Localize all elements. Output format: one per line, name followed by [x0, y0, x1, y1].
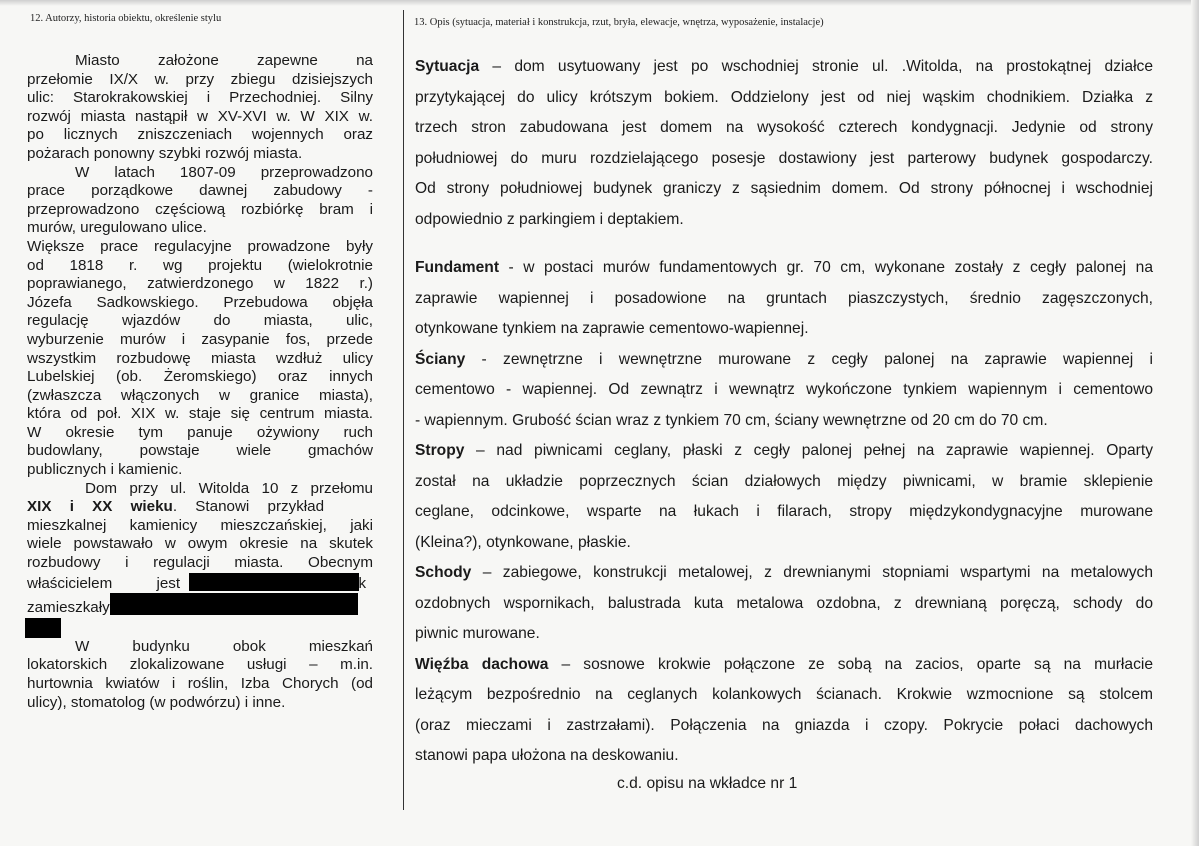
text-line: po licznych zniszczeniach wojennych oraz — [27, 126, 373, 144]
text-line: przełomie IX/X w. przy zbiegu dzisiejszych — [27, 70, 373, 88]
text-line: od 1818 r. wg projektu (wielokrotnie — [27, 256, 373, 274]
text-line: pożarach ponowny szybki rozwój miasta. — [27, 144, 303, 162]
text-line: W budynku obok mieszkań — [75, 637, 373, 655]
text-fragment: – nad piwnicami ceglany, płaski z cegły palonej pełnej na zaprawie wapiennej. Oparty — [464, 442, 1153, 459]
text-line: zaprawie wapiennej i posadowione na gruntach piaszczystych, średnio zagęszczonych, — [415, 289, 1153, 307]
text-line: hurtownia kwiatów i roślin, Izba Chorych (od — [27, 675, 373, 692]
text-fragment: - zewnętrzne i wewnętrzne murowane z cegły palonej na zaprawie wapiennej i — [465, 350, 1153, 368]
text-line: ulicy), stomatolog (w podwórzu) i inne. — [27, 693, 286, 711]
text-line: która od poł. XIX w. staje się centrum miasta. — [27, 405, 373, 423]
text-line: wiele powstawało w owym okresie na skutek — [27, 535, 373, 553]
text-line: Od strony południowej budynek graniczy z sąsiednim domem. Od strony północnej i wschodniej — [415, 180, 1153, 197]
text-line: publicznych i kamienic. — [27, 461, 183, 479]
text-line: stanowi papa ułożona na deskowaniu. — [415, 747, 679, 764]
text-fragment: – zabiegowe, konstrukcji metalowej, z drewnianymi stopniami wspartymi na metalowych — [471, 564, 1153, 581]
text-line: cementowo - wapiennej. Od zewnątrz i wewnątrz wykończone tynkiem wapiennym i cementowo — [415, 381, 1153, 398]
redaction-block — [189, 573, 359, 591]
text-line — [27, 618, 373, 638]
text-line: mieszkalnej kamienicy mieszczańskiej, jaki — [27, 516, 373, 534]
text-line: Większe prace regulacyjne prowadzone były — [27, 237, 373, 255]
text-line: piwnic murowane. — [415, 625, 540, 642]
spacer — [415, 235, 1153, 253]
left-column-header: 12. Autorzy, historia obiektu, określenie stylu — [30, 13, 222, 24]
section-term: Sytuacja — [415, 58, 480, 75]
text-line: (oraz mieczami i zastrzałami). Połączenia na gniazda i czopy. Pokrycie połaci dachowych — [415, 716, 1153, 734]
text-line: - wapiennym. Grubość ścian wraz z tynkiem 70 cm, ściany wewnętrzne od 20 cm do 70 cm. — [415, 411, 1048, 429]
text-line: Lubelskiej (ob. Żeromskiego) oraz innych — [27, 368, 373, 386]
text-line: (zwłaszcza włączonych w granice miasta), — [27, 386, 373, 404]
text-line — [415, 345, 1153, 376]
redaction-tail: k — [358, 574, 367, 592]
text-line: ozdobnych wspornikach, balustrada kuta metalowa ozdobna, z drewnianą poręczą, schody do — [415, 594, 1153, 612]
text-fragment: – dom usytuowany jest po wschodniej stronie ul. .Witolda, na prostokątnej działce — [479, 58, 1153, 75]
section-term: Stropy — [415, 442, 465, 459]
redaction-block — [25, 618, 61, 638]
text-line: Dom przy ul. Witolda 10 z przełomu — [85, 479, 373, 497]
text-line — [415, 253, 1153, 284]
text-line: wyburzenie murów i zasypanie fos, przede — [27, 330, 373, 348]
text-line: regulację wjazdów do miasta, ulic, — [27, 312, 373, 330]
text-line — [415, 650, 1153, 681]
column-divider — [403, 10, 404, 810]
text-line: Józefa Sadkowskiego. Przebudowa objęła — [27, 293, 373, 311]
redaction-block — [110, 593, 358, 615]
resident-label: zamieszkały — [27, 599, 110, 617]
section-term: Więźba dachowa — [415, 655, 549, 673]
text-line — [27, 498, 373, 517]
text-line: ceglane, odcinkowe, wsparte na łukach i filarach, stropy międzykondygnacyjne murowane — [415, 503, 1153, 520]
text-line: południowej do muru rozdzielającego posesje dostawiony jest parterowy budynek gospodarczy. — [415, 149, 1153, 167]
text-line: W latach 1807-09 przeprowadzono — [75, 163, 373, 181]
text-line: murów, uregulowano ulice. — [27, 219, 207, 237]
text-line: trzech stron zabudowana jest domem na wysokość czterech kondygnacji. Jedynie od strony — [415, 119, 1153, 136]
history-text — [27, 52, 373, 712]
text-line: poprawianego, zatwierdzonego w 1822 r.) — [27, 275, 373, 293]
text-line: W okresie tym panuje ożywiony ruch — [27, 423, 373, 441]
right-column-header: 13. Opis (sytuacja, materiał i konstrukcja, rzut, bryła, elewacje, wnętrza, wyposażenie, instalacje) — [414, 17, 824, 28]
text-line: leżącym bezpośrednio na ceglanych kolankowych ścianach. Krokwie wzmocnione są stolcem — [415, 686, 1153, 703]
text-line: otynkowane tynkiem na zaprawie cementowo-wapiennej. — [415, 320, 809, 337]
text-line: wszystkim rozbudowę miasta wzdłuż ulicy — [27, 349, 373, 367]
text-line: przytykającej do ulicy krótszym bokiem. Oddzielony jest od niej wąskim chodnikiem. Działka z — [415, 88, 1153, 106]
section-term: Fundament — [415, 259, 500, 276]
text-line: (Kleina?), otynkowane, płaskie. — [415, 533, 631, 551]
text-fragment: – sosnowe krokwie połączone ze sobą na zacios, oparte są na murłacie — [548, 655, 1153, 673]
section-term: Schody — [415, 564, 472, 581]
text-line — [415, 436, 1153, 467]
text-fragment: - w postaci murów fundamentowych gr. 70 cm, wykonane zostały z cegły palonej na — [499, 259, 1153, 276]
text-line: odpowiednio z parkingiem i deptakiem. — [415, 210, 684, 228]
text-line: Miasto założone zapewne na — [75, 52, 373, 69]
scan-edge-right — [1191, 0, 1199, 846]
text-line: lokatorskich zlokalizowane usługi – m.in. — [27, 656, 373, 674]
text-line: prace porządkowe dawnej zabudowy - — [27, 182, 373, 200]
text-line — [415, 52, 1153, 83]
text-line — [27, 593, 373, 618]
text-line — [415, 558, 1153, 589]
text-line: przeprowadzono częściową rozbiórkę bram i — [27, 200, 373, 218]
description-text — [415, 52, 1153, 772]
text-line: rozwój miasta nastąpił w XV-XVI w. W XIX w. — [27, 107, 373, 125]
continuation-note: c.d. opisu na wkładce nr 1 — [617, 775, 798, 792]
text-line: budowlany, powstaje wiele gmachów — [27, 442, 373, 460]
text-line: rozbudowy i regulacji miasta. Obecnym — [27, 554, 373, 572]
owner-label: właścicielem jest — [27, 574, 181, 592]
text-line — [27, 573, 373, 594]
text-line: ulic: Starokrakowskiej i Przechodniej. Silny — [27, 89, 373, 107]
scan-edge-top — [0, 0, 1199, 6]
century-bold: XIX i XX wieku — [27, 498, 173, 516]
text-fragment: . Stanowi przykład — [172, 498, 325, 516]
text-line: został na układzie poprzecznych ścian działowych między piwnicami, w bramie sklepienie — [415, 472, 1153, 490]
section-term: Ściany — [415, 350, 466, 368]
